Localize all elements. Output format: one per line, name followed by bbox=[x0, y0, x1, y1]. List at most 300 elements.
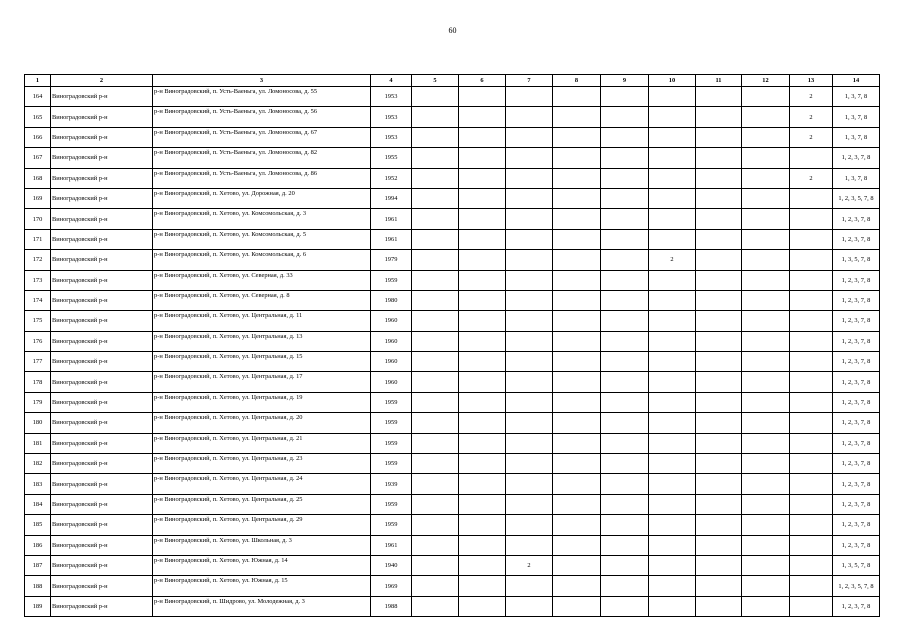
column-9-cell bbox=[601, 148, 649, 168]
row-number-cell: 168 bbox=[25, 168, 51, 188]
column-8-cell bbox=[553, 433, 601, 453]
column-5-cell bbox=[412, 352, 459, 372]
district-cell: Виноградовский р-н bbox=[51, 188, 153, 208]
column-9-cell bbox=[601, 188, 649, 208]
column-header-10: 10 bbox=[649, 75, 696, 87]
district-cell: Виноградовский р-н bbox=[51, 250, 153, 270]
column-header-13: 13 bbox=[790, 75, 833, 87]
column-7-cell bbox=[506, 188, 553, 208]
table-row bbox=[25, 474, 880, 494]
column-5-cell bbox=[412, 372, 459, 392]
column-8-cell bbox=[553, 127, 601, 147]
column-13-cell bbox=[790, 576, 833, 596]
column-11-cell bbox=[696, 148, 742, 168]
table-row bbox=[25, 270, 880, 290]
column-14-cell: 1, 2, 3, 7, 8 bbox=[833, 331, 880, 351]
column-6-cell bbox=[459, 148, 506, 168]
table-row bbox=[25, 515, 880, 535]
column-8-cell bbox=[553, 454, 601, 474]
year-cell: 1960 bbox=[371, 372, 412, 392]
column-header-7: 7 bbox=[506, 75, 553, 87]
column-13-cell bbox=[790, 392, 833, 412]
column-11-cell bbox=[696, 168, 742, 188]
address-cell: р-н Виноградовский, п. Усть-Ваеньга, ул. Ломоносова, д. 67 bbox=[153, 127, 371, 147]
column-7-cell bbox=[506, 290, 553, 310]
column-7-cell bbox=[506, 127, 553, 147]
column-8-cell bbox=[553, 290, 601, 310]
column-14-cell: 1, 2, 3, 7, 8 bbox=[833, 433, 880, 453]
district-cell: Виноградовский р-н bbox=[51, 515, 153, 535]
address-cell: р-н Виноградовский, п. Хетово, ул. Северная, д. 8 bbox=[153, 290, 371, 310]
column-11-cell bbox=[696, 494, 742, 514]
column-12-cell bbox=[742, 352, 790, 372]
row-number-cell: 174 bbox=[25, 290, 51, 310]
column-6-cell bbox=[459, 515, 506, 535]
row-number-cell: 166 bbox=[25, 127, 51, 147]
column-10-cell bbox=[649, 290, 696, 310]
column-5-cell bbox=[412, 331, 459, 351]
column-9-cell bbox=[601, 229, 649, 249]
column-11-cell bbox=[696, 555, 742, 575]
buildings-table bbox=[24, 74, 880, 617]
column-6-cell bbox=[459, 87, 506, 107]
column-9-cell bbox=[601, 392, 649, 412]
column-7-cell bbox=[506, 311, 553, 331]
column-header-2: 2 bbox=[51, 75, 153, 87]
column-9-cell bbox=[601, 494, 649, 514]
column-5-cell bbox=[412, 209, 459, 229]
column-6-cell bbox=[459, 290, 506, 310]
column-14-cell: 1, 2, 3, 7, 8 bbox=[833, 229, 880, 249]
column-6-cell bbox=[459, 535, 506, 555]
column-10-cell bbox=[649, 392, 696, 412]
column-7-cell bbox=[506, 535, 553, 555]
district-cell: Виноградовский р-н bbox=[51, 535, 153, 555]
column-5-cell bbox=[412, 413, 459, 433]
column-11-cell bbox=[696, 413, 742, 433]
column-5-cell bbox=[412, 515, 459, 535]
year-cell: 1959 bbox=[371, 515, 412, 535]
column-13-cell bbox=[790, 454, 833, 474]
column-6-cell bbox=[459, 352, 506, 372]
column-8-cell bbox=[553, 494, 601, 514]
column-14-cell: 1, 3, 7, 8 bbox=[833, 107, 880, 127]
year-cell: 1959 bbox=[371, 270, 412, 290]
address-cell: р-н Виноградовский, п. Усть-Ваеньга, ул. Ломоносова, д. 86 bbox=[153, 168, 371, 188]
column-11-cell bbox=[696, 188, 742, 208]
column-11-cell bbox=[696, 311, 742, 331]
year-cell: 1959 bbox=[371, 392, 412, 412]
column-7-cell bbox=[506, 474, 553, 494]
column-6-cell bbox=[459, 229, 506, 249]
district-cell: Виноградовский р-н bbox=[51, 433, 153, 453]
column-header-8: 8 bbox=[553, 75, 601, 87]
address-cell: р-н Виноградовский, п. Хетово, ул. Комсомольская, д. 3 bbox=[153, 209, 371, 229]
column-14-cell: 1, 2, 3, 7, 8 bbox=[833, 535, 880, 555]
column-14-cell: 1, 2, 3, 7, 8 bbox=[833, 494, 880, 514]
column-6-cell bbox=[459, 413, 506, 433]
row-number-cell: 181 bbox=[25, 433, 51, 453]
column-13-cell bbox=[790, 270, 833, 290]
column-13-cell bbox=[790, 494, 833, 514]
column-5-cell bbox=[412, 250, 459, 270]
column-5-cell bbox=[412, 168, 459, 188]
table-row bbox=[25, 148, 880, 168]
column-10-cell bbox=[649, 107, 696, 127]
address-cell: р-н Виноградовский, п. Хетово, ул. Центральная, д. 29 bbox=[153, 515, 371, 535]
column-11-cell bbox=[696, 270, 742, 290]
address-cell: р-н Виноградовский, п. Хетово, ул. Южная, д. 14 bbox=[153, 555, 371, 575]
column-13-cell bbox=[790, 331, 833, 351]
column-5-cell bbox=[412, 311, 459, 331]
column-5-cell bbox=[412, 392, 459, 412]
column-9-cell bbox=[601, 433, 649, 453]
year-cell: 1955 bbox=[371, 148, 412, 168]
column-8-cell bbox=[553, 148, 601, 168]
column-14-cell: 1, 2, 3, 7, 8 bbox=[833, 474, 880, 494]
row-number-cell: 165 bbox=[25, 107, 51, 127]
column-13-cell bbox=[790, 188, 833, 208]
row-number-cell: 176 bbox=[25, 331, 51, 351]
column-11-cell bbox=[696, 454, 742, 474]
year-cell: 1979 bbox=[371, 250, 412, 270]
district-cell: Виноградовский р-н bbox=[51, 127, 153, 147]
column-6-cell bbox=[459, 576, 506, 596]
column-10-cell bbox=[649, 474, 696, 494]
column-11-cell bbox=[696, 474, 742, 494]
column-10-cell bbox=[649, 331, 696, 351]
address-cell: р-н Виноградовский, п. Хетово, ул. Центральная, д. 13 bbox=[153, 331, 371, 351]
district-cell: Виноградовский р-н bbox=[51, 290, 153, 310]
column-7-cell bbox=[506, 433, 553, 453]
column-7-cell bbox=[506, 454, 553, 474]
column-14-cell: 1, 2, 3, 7, 8 bbox=[833, 372, 880, 392]
column-11-cell bbox=[696, 331, 742, 351]
column-12-cell bbox=[742, 250, 790, 270]
district-cell: Виноградовский р-н bbox=[51, 87, 153, 107]
row-number-cell: 180 bbox=[25, 413, 51, 433]
column-13-cell bbox=[790, 250, 833, 270]
column-8-cell bbox=[553, 352, 601, 372]
column-6-cell bbox=[459, 127, 506, 147]
column-7-cell bbox=[506, 494, 553, 514]
table-row bbox=[25, 494, 880, 514]
column-8-cell bbox=[553, 209, 601, 229]
column-11-cell bbox=[696, 209, 742, 229]
column-14-cell: 1, 2, 3, 7, 8 bbox=[833, 311, 880, 331]
column-6-cell bbox=[459, 107, 506, 127]
column-10-cell bbox=[649, 148, 696, 168]
district-cell: Виноградовский р-н bbox=[51, 331, 153, 351]
column-5-cell bbox=[412, 555, 459, 575]
column-9-cell bbox=[601, 209, 649, 229]
column-8-cell bbox=[553, 270, 601, 290]
column-13-cell: 2 bbox=[790, 87, 833, 107]
column-12-cell bbox=[742, 168, 790, 188]
year-cell: 1960 bbox=[371, 311, 412, 331]
table-row bbox=[25, 372, 880, 392]
column-10-cell bbox=[649, 535, 696, 555]
address-cell: р-н Виноградовский, п. Хетово, ул. Центральная, д. 21 bbox=[153, 433, 371, 453]
column-12-cell bbox=[742, 372, 790, 392]
column-9-cell bbox=[601, 576, 649, 596]
row-number-cell: 177 bbox=[25, 352, 51, 372]
column-10-cell bbox=[649, 576, 696, 596]
column-9-cell bbox=[601, 270, 649, 290]
table-row bbox=[25, 188, 880, 208]
column-10-cell bbox=[649, 596, 696, 616]
column-6-cell bbox=[459, 311, 506, 331]
row-number-cell: 167 bbox=[25, 148, 51, 168]
column-5-cell bbox=[412, 87, 459, 107]
column-7-cell bbox=[506, 229, 553, 249]
column-9-cell bbox=[601, 290, 649, 310]
column-8-cell bbox=[553, 331, 601, 351]
column-10-cell bbox=[649, 168, 696, 188]
column-5-cell bbox=[412, 494, 459, 514]
district-cell: Виноградовский р-н bbox=[51, 413, 153, 433]
district-cell: Виноградовский р-н bbox=[51, 596, 153, 616]
column-7-cell bbox=[506, 270, 553, 290]
column-12-cell bbox=[742, 413, 790, 433]
address-cell: р-н Виноградовский, п. Хетово, ул. Комсомольская, д. 6 bbox=[153, 250, 371, 270]
column-12-cell bbox=[742, 454, 790, 474]
row-number-cell: 171 bbox=[25, 229, 51, 249]
year-cell: 1959 bbox=[371, 413, 412, 433]
column-8-cell bbox=[553, 311, 601, 331]
column-13-cell bbox=[790, 535, 833, 555]
column-14-cell: 1, 2, 3, 7, 8 bbox=[833, 270, 880, 290]
column-11-cell bbox=[696, 433, 742, 453]
address-cell: р-н Виноградовский, п. Усть-Ваеньга, ул. Ломоносова, д. 82 bbox=[153, 148, 371, 168]
row-number-cell: 179 bbox=[25, 392, 51, 412]
address-cell: р-н Виноградовский, п. Хетово, ул. Центральная, д. 24 bbox=[153, 474, 371, 494]
column-11-cell bbox=[696, 352, 742, 372]
column-13-cell bbox=[790, 290, 833, 310]
column-13-cell bbox=[790, 515, 833, 535]
column-13-cell bbox=[790, 372, 833, 392]
column-12-cell bbox=[742, 474, 790, 494]
column-10-cell bbox=[649, 311, 696, 331]
column-6-cell bbox=[459, 596, 506, 616]
table-row bbox=[25, 596, 880, 616]
column-10-cell bbox=[649, 555, 696, 575]
table-row bbox=[25, 433, 880, 453]
district-cell: Виноградовский р-н bbox=[51, 107, 153, 127]
column-11-cell bbox=[696, 290, 742, 310]
column-12-cell bbox=[742, 148, 790, 168]
district-cell: Виноградовский р-н bbox=[51, 209, 153, 229]
column-9-cell bbox=[601, 352, 649, 372]
column-6-cell bbox=[459, 555, 506, 575]
column-7-cell bbox=[506, 576, 553, 596]
column-8-cell bbox=[553, 576, 601, 596]
address-cell: р-н Виноградовский, п. Хетово, ул. Центральная, д. 11 bbox=[153, 311, 371, 331]
column-12-cell bbox=[742, 127, 790, 147]
column-9-cell bbox=[601, 311, 649, 331]
address-cell: р-н Виноградовский, п. Усть-Ваеньга, ул. Ломоносова, д. 55 bbox=[153, 87, 371, 107]
column-14-cell: 1, 2, 3, 5, 7, 8 bbox=[833, 576, 880, 596]
column-12-cell bbox=[742, 555, 790, 575]
column-6-cell bbox=[459, 372, 506, 392]
column-12-cell bbox=[742, 576, 790, 596]
column-7-cell bbox=[506, 413, 553, 433]
column-11-cell bbox=[696, 596, 742, 616]
table-row bbox=[25, 107, 880, 127]
row-number-cell: 189 bbox=[25, 596, 51, 616]
column-9-cell bbox=[601, 596, 649, 616]
column-11-cell bbox=[696, 576, 742, 596]
column-8-cell bbox=[553, 474, 601, 494]
column-13-cell bbox=[790, 229, 833, 249]
table-row bbox=[25, 250, 880, 270]
column-10-cell bbox=[649, 433, 696, 453]
column-14-cell: 1, 3, 7, 8 bbox=[833, 168, 880, 188]
district-cell: Виноградовский р-н bbox=[51, 372, 153, 392]
district-cell: Виноградовский р-н bbox=[51, 352, 153, 372]
year-cell: 1961 bbox=[371, 229, 412, 249]
column-header-12: 12 bbox=[742, 75, 790, 87]
column-14-cell: 1, 2, 3, 5, 7, 8 bbox=[833, 188, 880, 208]
year-cell: 1953 bbox=[371, 87, 412, 107]
column-6-cell bbox=[459, 433, 506, 453]
year-cell: 1960 bbox=[371, 352, 412, 372]
district-cell: Виноградовский р-н bbox=[51, 576, 153, 596]
column-8-cell bbox=[553, 535, 601, 555]
year-cell: 1939 bbox=[371, 474, 412, 494]
column-14-cell: 1, 2, 3, 7, 8 bbox=[833, 209, 880, 229]
column-8-cell bbox=[553, 555, 601, 575]
table-row bbox=[25, 168, 880, 188]
address-cell: р-н Виноградовский, п. Усть-Ваеньга, ул. Ломоносова, д. 56 bbox=[153, 107, 371, 127]
column-14-cell: 1, 2, 3, 7, 8 bbox=[833, 392, 880, 412]
row-number-cell: 169 bbox=[25, 188, 51, 208]
column-5-cell bbox=[412, 270, 459, 290]
district-cell: Виноградовский р-н bbox=[51, 229, 153, 249]
row-number-cell: 186 bbox=[25, 535, 51, 555]
column-12-cell bbox=[742, 209, 790, 229]
column-8-cell bbox=[553, 87, 601, 107]
address-cell: р-н Виноградовский, п. Хетово, ул. Центральная, д. 25 bbox=[153, 494, 371, 514]
column-9-cell bbox=[601, 331, 649, 351]
column-11-cell bbox=[696, 107, 742, 127]
district-cell: Виноградовский р-н bbox=[51, 474, 153, 494]
year-cell: 1959 bbox=[371, 433, 412, 453]
column-7-cell bbox=[506, 372, 553, 392]
column-8-cell bbox=[553, 596, 601, 616]
table-row bbox=[25, 454, 880, 474]
column-12-cell bbox=[742, 229, 790, 249]
column-header-11: 11 bbox=[696, 75, 742, 87]
column-13-cell bbox=[790, 413, 833, 433]
column-11-cell bbox=[696, 515, 742, 535]
column-5-cell bbox=[412, 596, 459, 616]
district-cell: Виноградовский р-н bbox=[51, 454, 153, 474]
year-cell: 1969 bbox=[371, 576, 412, 596]
column-12-cell bbox=[742, 392, 790, 412]
row-number-cell: 175 bbox=[25, 311, 51, 331]
address-cell: р-н Виноградовский, п. Хетово, ул. Дорожная, д. 20 bbox=[153, 188, 371, 208]
column-11-cell bbox=[696, 229, 742, 249]
column-9-cell bbox=[601, 454, 649, 474]
column-13-cell bbox=[790, 596, 833, 616]
column-5-cell bbox=[412, 127, 459, 147]
column-14-cell: 1, 2, 3, 7, 8 bbox=[833, 454, 880, 474]
table-row bbox=[25, 576, 880, 596]
column-12-cell bbox=[742, 535, 790, 555]
column-5-cell bbox=[412, 107, 459, 127]
column-5-cell bbox=[412, 576, 459, 596]
column-8-cell bbox=[553, 392, 601, 412]
column-7-cell bbox=[506, 352, 553, 372]
column-9-cell bbox=[601, 474, 649, 494]
column-10-cell: 2 bbox=[649, 250, 696, 270]
column-10-cell bbox=[649, 454, 696, 474]
column-6-cell bbox=[459, 331, 506, 351]
column-11-cell bbox=[696, 535, 742, 555]
column-7-cell: 2 bbox=[506, 555, 553, 575]
district-cell: Виноградовский р-н bbox=[51, 392, 153, 412]
column-13-cell: 2 bbox=[790, 127, 833, 147]
column-12-cell bbox=[742, 311, 790, 331]
column-13-cell bbox=[790, 311, 833, 331]
column-header-3: 3 bbox=[153, 75, 371, 87]
district-cell: Виноградовский р-н bbox=[51, 270, 153, 290]
column-12-cell bbox=[742, 331, 790, 351]
table-body bbox=[25, 87, 880, 617]
column-8-cell bbox=[553, 250, 601, 270]
column-6-cell bbox=[459, 270, 506, 290]
column-13-cell bbox=[790, 209, 833, 229]
column-14-cell: 1, 3, 7, 8 bbox=[833, 127, 880, 147]
column-12-cell bbox=[742, 290, 790, 310]
column-10-cell bbox=[649, 413, 696, 433]
column-11-cell bbox=[696, 250, 742, 270]
year-cell: 1960 bbox=[371, 331, 412, 351]
column-11-cell bbox=[696, 127, 742, 147]
address-cell: р-н Виноградовский, п. Хетово, ул. Центральная, д. 19 bbox=[153, 392, 371, 412]
year-cell: 1953 bbox=[371, 127, 412, 147]
column-10-cell bbox=[649, 188, 696, 208]
table-row bbox=[25, 229, 880, 249]
address-cell: р-н Виноградовский, п. Хетово, ул. Школьная, д. 3 bbox=[153, 535, 371, 555]
column-9-cell bbox=[601, 413, 649, 433]
column-13-cell bbox=[790, 555, 833, 575]
column-9-cell bbox=[601, 168, 649, 188]
year-cell: 1988 bbox=[371, 596, 412, 616]
district-cell: Виноградовский р-н bbox=[51, 148, 153, 168]
address-cell: р-н Виноградовский, п. Хетово, ул. Центральная, д. 23 bbox=[153, 454, 371, 474]
column-5-cell bbox=[412, 433, 459, 453]
column-12-cell bbox=[742, 107, 790, 127]
column-6-cell bbox=[459, 168, 506, 188]
column-14-cell: 1, 3, 7, 8 bbox=[833, 87, 880, 107]
column-9-cell bbox=[601, 555, 649, 575]
page-number: 60 bbox=[448, 26, 457, 35]
column-14-cell: 1, 3, 5, 7, 8 bbox=[833, 250, 880, 270]
district-cell: Виноградовский р-н bbox=[51, 494, 153, 514]
column-14-cell: 1, 2, 3, 7, 8 bbox=[833, 515, 880, 535]
column-8-cell bbox=[553, 229, 601, 249]
table-row bbox=[25, 555, 880, 575]
column-6-cell bbox=[459, 209, 506, 229]
column-10-cell bbox=[649, 372, 696, 392]
column-10-cell bbox=[649, 87, 696, 107]
column-7-cell bbox=[506, 250, 553, 270]
year-cell: 1959 bbox=[371, 494, 412, 514]
address-cell: р-н Виноградовский, п. Хетово, ул. Центральная, д. 20 bbox=[153, 413, 371, 433]
column-11-cell bbox=[696, 372, 742, 392]
